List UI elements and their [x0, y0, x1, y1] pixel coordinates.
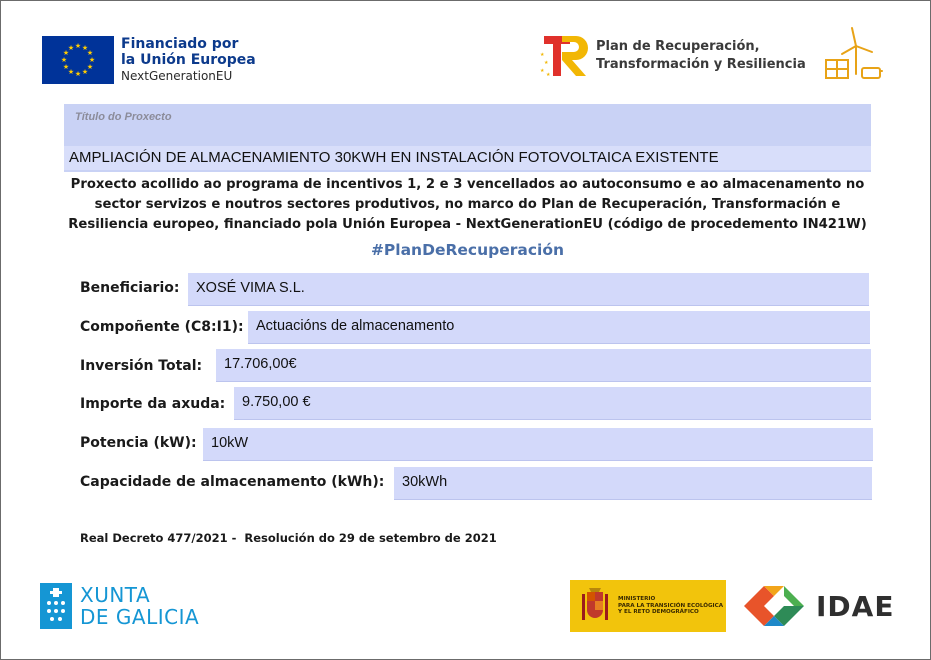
svg-text:★: ★ [81, 68, 89, 76]
eu-line3: NextGenerationEU [121, 69, 233, 84]
xunta-line2: DE GALICIA [80, 605, 200, 629]
eu-line2: la Unión Europea [121, 52, 256, 69]
description-line: Proxecto acollido ao programa de incentivos 1, 2 e 3 vencellados ao autoconsumo e ao almacenamento no [70, 177, 865, 192]
aid-amount-field [234, 387, 871, 420]
svg-text:★: ★ [74, 42, 82, 50]
prtr-logo-icon [538, 32, 590, 80]
svg-text:★: ★ [62, 63, 70, 71]
total-investment-value: 17.706,00€ [224, 356, 297, 372]
power-value: 10kW [211, 435, 249, 451]
spain-coat-of-arms-icon [580, 586, 610, 626]
aid-amount-value: 9.750,00 € [242, 394, 311, 410]
xunta-de-galicia-logo [40, 583, 199, 629]
hashtag: #PlanDeRecuperación [370, 241, 565, 259]
total-investment-label: Inversión Total: [80, 358, 203, 374]
svg-text:★: ★ [81, 44, 89, 52]
ministerio-line1: MINISTERIO [618, 595, 656, 602]
eu-flag-icon [42, 36, 114, 84]
svg-text:★: ★ [67, 68, 75, 76]
idae-logo [738, 580, 894, 632]
idae-wordmark: IDAE [816, 589, 895, 623]
svg-text:★: ★ [86, 63, 94, 71]
svg-text:★: ★ [540, 52, 545, 58]
storage-capacity-field [394, 467, 872, 500]
svg-text:★: ★ [540, 68, 545, 74]
ministerio-line2: PARA LA TRANSICIÓN ECOLÓGICA [618, 602, 724, 609]
power-field [203, 428, 873, 461]
svg-text:★: ★ [67, 44, 75, 52]
svg-text:★: ★ [86, 49, 94, 57]
project-title: AMPLIACIÓN DE ALMACENAMIENTO 30KWH EN INSTALACIÓN FOTOVOLTAICA EXISTENTE [69, 149, 719, 166]
svg-text:★: ★ [60, 56, 68, 64]
description-line: sector servizos e noutros sectores produtivos, no marco do Plan de Recuperación, Transformación e [94, 197, 841, 212]
storage-capacity-label: Capacidade de almacenamento (kWh): [80, 474, 385, 490]
svg-text:★: ★ [546, 72, 551, 78]
component-field [248, 311, 870, 344]
power-label: Potencia (kW): [80, 435, 197, 451]
project-description [64, 175, 871, 235]
svg-text:★: ★ [88, 56, 96, 64]
svg-text:★: ★ [62, 49, 70, 57]
description-line: Resiliencia europeo, financiado pola Unión Europea - NextGenerationEU (código de procedemento IN421W) [68, 217, 867, 232]
svg-text:★: ★ [544, 60, 549, 66]
wind-solar-battery-icon [822, 24, 884, 84]
ministerio-line3: Y EL RETO DEMOGRÁFICO [618, 609, 699, 616]
beneficiary-value: XOSÉ VIMA S.L. [196, 280, 305, 296]
idae-mark-icon [738, 580, 810, 632]
recovery-plan-logo [538, 32, 806, 80]
xunta-line1: XUNTA [80, 582, 151, 607]
beneficiary-field [188, 273, 869, 306]
decree-text: Real Decreto 477/2021 - Resolución do 29 de setembro de 2021 [80, 531, 497, 545]
project-title-box [64, 104, 871, 172]
project-title-field [64, 146, 871, 170]
svg-text:★: ★ [74, 70, 82, 78]
total-investment-field [216, 349, 871, 382]
eu-line1: Financiado por [121, 36, 239, 52]
plan-line1: Plan de Recuperación, [596, 39, 760, 55]
plan-line2: Transformación y Resiliencia [596, 57, 806, 72]
ministerio-logo [570, 580, 726, 632]
eu-funding-logo [42, 36, 256, 84]
xunta-shield-icon [40, 583, 72, 629]
component-value: Actuacións de almacenamento [256, 318, 455, 334]
aid-amount-label: Importe da axuda: [80, 396, 226, 412]
beneficiary-label: Beneficiario: [80, 280, 180, 296]
project-title-label: Título do Proxecto [75, 111, 172, 123]
storage-capacity-value: 30kWh [402, 474, 448, 490]
component-label: Compoñente (C8:I1): [80, 319, 244, 335]
